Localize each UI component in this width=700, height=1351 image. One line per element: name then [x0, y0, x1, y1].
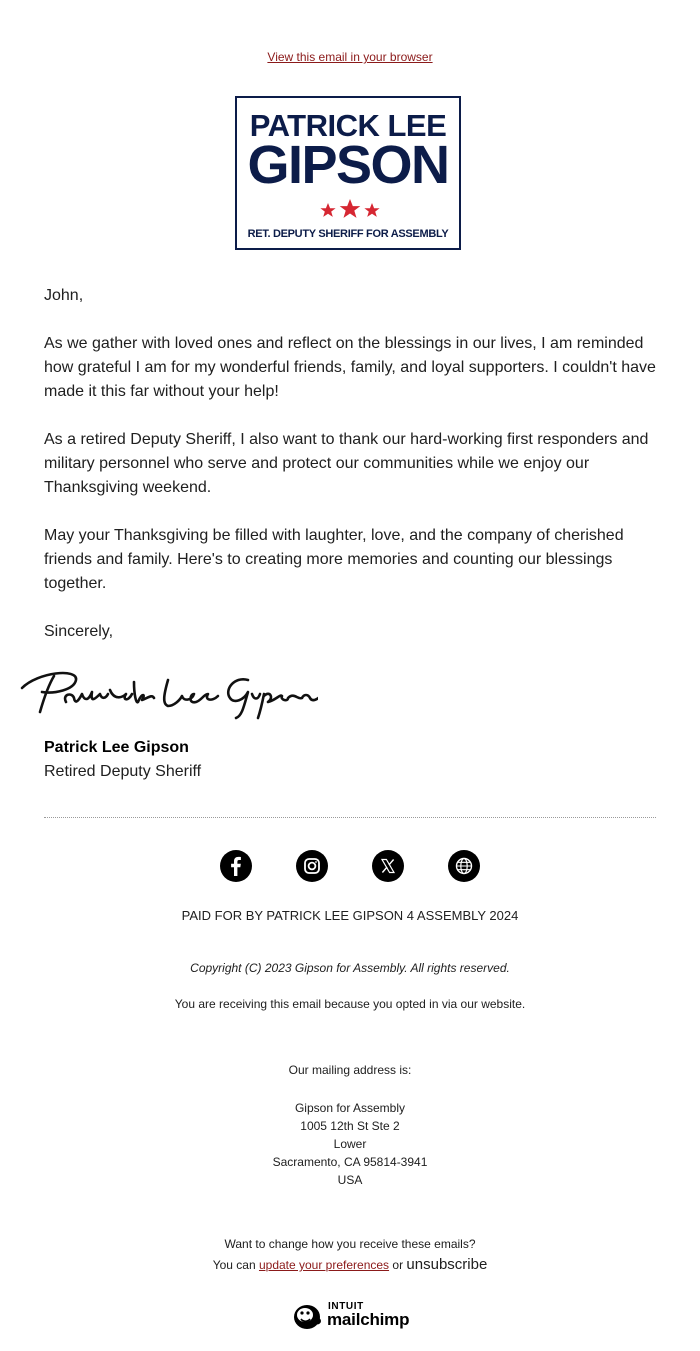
change-preferences-prompt: Want to change how you receive these emails?: [224, 1237, 476, 1251]
divider: [44, 817, 656, 818]
mailchimp-referral-badge[interactable]: [290, 1298, 414, 1334]
view-in-browser-row: [0, 50, 700, 64]
mailchimp-wordmark: mailchimp: [327, 1310, 410, 1329]
star-icon: [340, 199, 361, 218]
paid-for-disclaimer: PAID FOR BY PATRICK LEE GIPSON 4 ASSEMBLY 2024: [181, 908, 519, 923]
address-line: Lower: [333, 1137, 367, 1151]
or-text: or: [392, 1258, 404, 1272]
facebook-link[interactable]: [220, 850, 252, 882]
preferences-row: [0, 1256, 700, 1273]
address-line: Gipson for Assembly: [294, 1101, 406, 1115]
x-twitter-icon: [372, 850, 404, 882]
paragraph: As a retired Deputy Sheriff, I also want to thank our hard-working first responders and military personnel who serve and protect our communities while we enjoy our Thanksgiving weekend.: [44, 431, 649, 496]
logo-name-line1: PATRICK LEE: [249, 108, 447, 143]
facebook-icon: [220, 850, 252, 882]
view-in-browser-link[interactable]: View this email in your browser: [267, 50, 433, 64]
greeting: John,: [44, 287, 84, 304]
logo-stars: [237, 198, 459, 229]
social-links: [0, 850, 700, 882]
x-twitter-link[interactable]: [372, 850, 404, 882]
address-line: 1005 12th St Ste 2: [300, 1119, 400, 1133]
signer-title: Retired Deputy Sheriff: [44, 763, 202, 780]
closing: Sincerely,: [44, 623, 114, 640]
star-icon: [320, 203, 335, 217]
you-can-text: You can: [212, 1258, 256, 1272]
mailing-address-label: Our mailing address is:: [288, 1063, 412, 1077]
opt-in-notice: You are receiving this email because you opted in via our website.: [174, 997, 526, 1011]
website-globe-icon: [448, 850, 480, 882]
instagram-link[interactable]: [296, 850, 328, 882]
address-line: Sacramento, CA 95814-3941: [272, 1155, 428, 1169]
copyright-text: Copyright (C) 2023 Gipson for Assembly. All rights reserved.: [190, 961, 510, 975]
paragraph: As we gather with loved ones and reflect on the blessings in our lives, I am reminded how grateful I am for my wonderful friends, family, and loyal supporters. I couldn't have made it this far without your help!: [44, 335, 656, 400]
letter-body: [44, 284, 664, 668]
unsubscribe-link[interactable]: unsubscribe: [406, 1256, 488, 1273]
paragraph: May your Thanksgiving be filled with laughter, love, and the company of cherished friends and family. Here's to creating more memories and counting our blessings together.: [44, 527, 624, 592]
star-icon: [364, 203, 379, 217]
intuit-wordmark: INTUIT: [328, 1301, 364, 1312]
logo-tagline: RET. DEPUTY SHERIFF FOR ASSEMBLY: [247, 228, 449, 240]
signer-name: Patrick Lee Gipson: [44, 739, 189, 756]
handwritten-signature: [18, 664, 318, 720]
website-link[interactable]: [448, 850, 480, 882]
logo-name-line2: GIPSON: [247, 135, 449, 195]
instagram-icon: [296, 850, 328, 882]
mailchimp-freddie-icon: [290, 1300, 324, 1332]
address-line: USA: [337, 1173, 363, 1187]
update-preferences-link[interactable]: update your preferences: [258, 1258, 390, 1272]
campaign-logo: [235, 96, 461, 250]
mailing-address: [0, 1099, 700, 1189]
